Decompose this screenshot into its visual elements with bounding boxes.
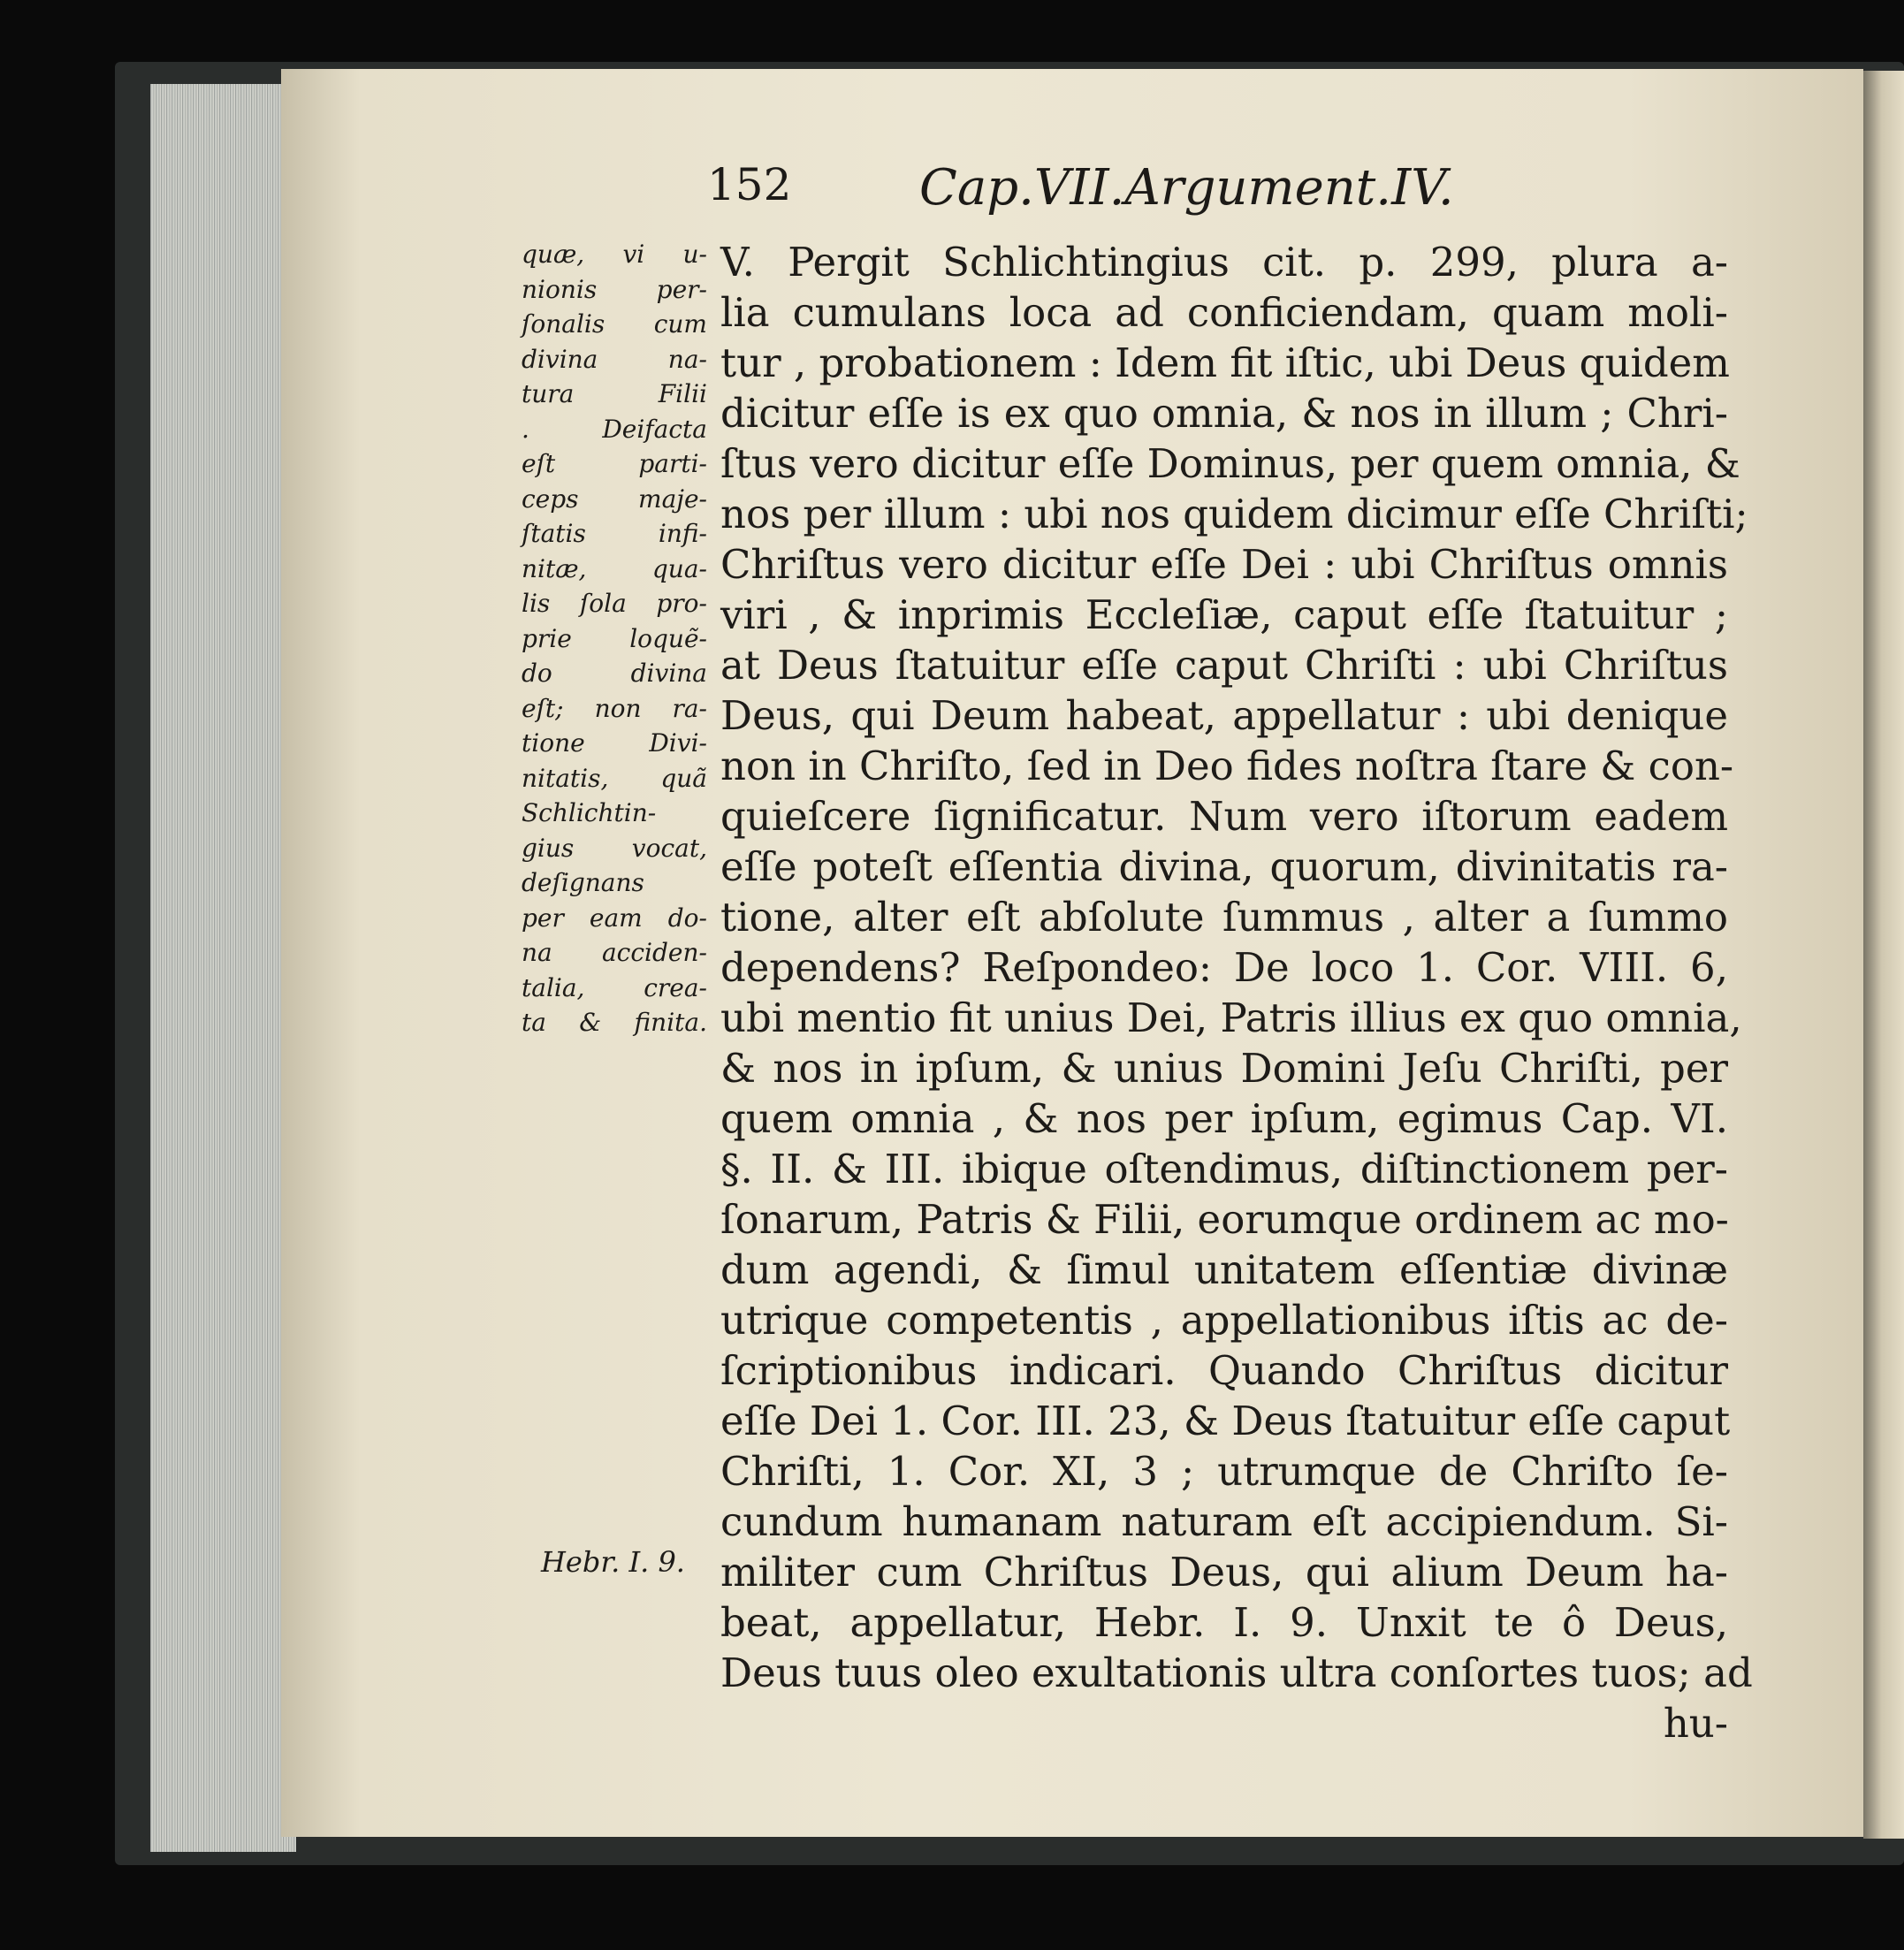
page-number: 152	[707, 159, 792, 210]
margin-line: ſtatis infi-	[522, 519, 707, 548]
margin-line: tione Divi-	[522, 728, 707, 758]
facing-page-edge	[1863, 71, 1904, 1839]
margin-line: ſonalis cum	[522, 309, 707, 339]
text-line: quem omnia , & nos per ipſum, egimus Cap. VI.	[720, 1095, 1728, 1142]
text-line: V. Pergit Schlichtingius cit. p. 299, plura a-	[720, 239, 1728, 286]
margin-line: per eam do-	[522, 903, 707, 933]
margin-line: Schlichtin-	[522, 798, 657, 827]
text-line: eſſe Dei 1. Cor. III. 23, & Deus ſtatuitur eſſe caput	[720, 1398, 1731, 1444]
text-line: tur , probationem : Idem fit iſtic, ubi Deus quidem	[720, 339, 1730, 386]
text-line: ſtus vero dicitur eſſe Dominus, per quem omnia, &	[720, 440, 1740, 487]
running-head: Cap.VII.Argument.IV.	[919, 159, 1454, 217]
text-line: at Deus ſtatuitur eſſe caput Chriſti : ubi Chriſtus	[720, 642, 1728, 689]
text-line: eſſe poteſt eſſentia divina, quorum, divinitatis ra-	[720, 843, 1728, 890]
margin-line: lis ſola pro-	[522, 589, 707, 618]
margin-line: tura Filii	[522, 379, 707, 408]
text-line: ubi mentio fit unius Dei, Patris illius ex quo omnia,	[720, 994, 1742, 1041]
text-line: Deus tuus oleo exultationis ultra conſortes tuos; ad	[720, 1649, 1753, 1696]
text-line: utrique competentis , appellationibus iſtis ac de-	[720, 1297, 1728, 1344]
text-line: dependens? Reſpondeo: De loco 1. Cor. VIII. 6,	[720, 944, 1728, 991]
margin-line: deſignans	[522, 868, 644, 897]
text-line: quieſcere ſignificatur. Num vero iſtorum eadem	[720, 793, 1728, 840]
text-line: non in Chriſto, ſed in Deo fides noſtra ſtare & con-	[720, 743, 1734, 789]
text-line: tione, alter eſt abſolute ſummus , alter a ſummo	[720, 894, 1728, 941]
margin-line: na acciden-	[522, 938, 707, 967]
text-line: Chriſtus vero dicitur eſſe Dei : ubi Chriſtus omnis	[720, 541, 1728, 588]
text-line: militer cum Chriſtus Deus, qui alium Deum ha-	[720, 1549, 1728, 1596]
margin-reference: Hebr. I. 9.	[541, 1545, 685, 1579]
text-line: §. II. & III. ibique oſtendimus, diſtinctionem per-	[720, 1146, 1728, 1192]
text-line: dicitur eſſe is ex quo omnia, & nos in illum ; Chri-	[720, 390, 1728, 437]
margin-line: nitæ, qua-	[522, 553, 707, 583]
text-line: beat, appellatur, Hebr. I. 9. Unxit te ô Deus,	[720, 1599, 1728, 1646]
text-line: Chriſti, 1. Cor. XI, 3 ; utrumque de Chriſto ſe-	[720, 1448, 1728, 1495]
margin-line: do divina	[522, 659, 707, 688]
text-line: & nos in ipſum, & unius Domini Jeſu Chriſti, per	[720, 1045, 1728, 1092]
text-line: nos per illum : ubi nos quidem dicimur eſſe Chriſti;	[720, 491, 1748, 537]
margin-line: gius vocat,	[522, 833, 707, 863]
text-line: cundum humanam naturam eſt accipiendum. Si-	[720, 1498, 1728, 1545]
margin-line: talia, crea-	[522, 972, 707, 1002]
margin-line: . Deifacta	[522, 414, 707, 444]
margin-line: eſt parti-	[522, 449, 707, 478]
margin-line: ceps maje-	[522, 484, 707, 514]
text-line: Deus, qui Deum habeat, appellatur : ubi denique	[720, 692, 1728, 739]
margin-line: divina na-	[522, 344, 707, 374]
body-text	[720, 237, 1753, 1748]
margin-line: prie loquẽ-	[522, 623, 707, 653]
margin-line: quæ, vi u-	[522, 240, 707, 269]
text-line: viri , & inprimis Eccleſiæ, caput eſſe ſtatuitur ;	[720, 591, 1728, 638]
margin-line: ta & finita.	[522, 1008, 707, 1037]
margin-note	[522, 237, 707, 1040]
text-line: ſcriptionibus indicari. Quando Chriſtus dicitur	[720, 1347, 1728, 1394]
text-line: lia cumulans loca ad conficiendam, quam moli-	[720, 289, 1728, 336]
text-line: dum agendi, & ſimul unitatem eſſentiæ divinæ	[720, 1246, 1728, 1293]
text-line: hu-	[1663, 1700, 1728, 1747]
text-line: ſonarum, Patris & Filii, eorumque ordinem ac mo-	[720, 1196, 1729, 1243]
margin-line: nionis per-	[522, 274, 707, 304]
margin-line: eſt; non ra-	[522, 693, 707, 723]
margin-line: nitatis, quã	[522, 763, 707, 793]
page-edges	[150, 84, 296, 1852]
